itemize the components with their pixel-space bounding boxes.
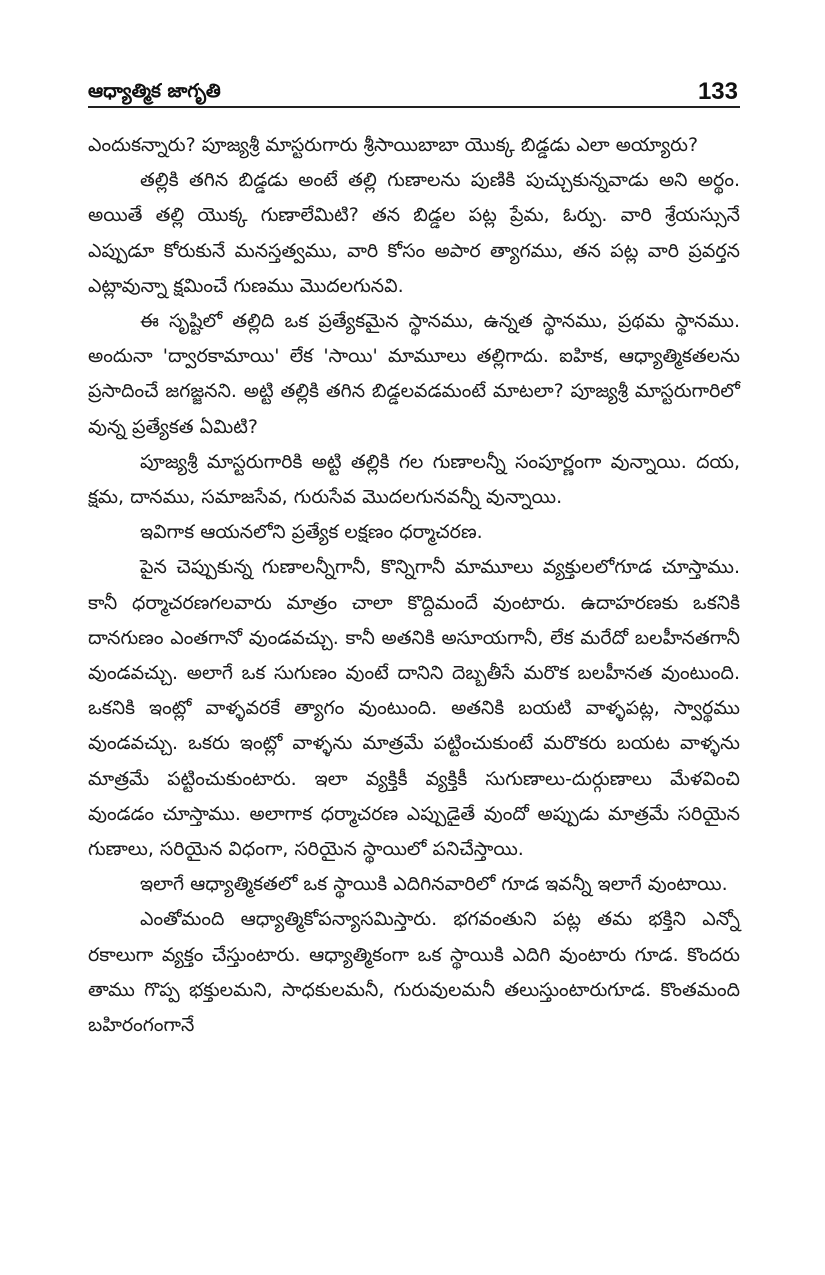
paragraph: ఇలాగే ఆధ్యాత్మికతలో ఒక స్థాయికి ఎదిగినవారిలో గూడ ఇవన్నీ ఇలాగే వుంటాయి. [140, 873, 728, 896]
paragraph: ఎందుకన్నారు? పూజ్యశ్రీ మాస్టరుగారు శ్రీసాయిబాబా యొక్క బిడ్డడు ఎలా అయ్యారు? [88, 134, 699, 156]
page-header [88, 78, 740, 108]
running-title: ఆధ్యాత్మిక జాగృతి [88, 80, 221, 102]
paragraph: తల్లికి తగిన బిడ్డడు అంటే తల్లి గుణాలను పుణికి పుచ్చుకున్నవాడు అని అర్థం. అయితే తల్లి యొక్క గుణాలేమిటి? తన బిడ్డల పట్ల ప్రేమ, ఓర్పు. వారి శ్రేయస్సునే ఎప్పుడూ కోరుకునే మనస్తత్వము, వారి కోసం అపార త్యాగము, తన పట్ల వారి ప్రవర్తన ఎట్లావున్నా క్షమించే గుణము మొదలగునవి. [88, 169, 740, 297]
paragraph: పైన చెప్పుకున్న గుణాలన్నీగానీ, కొన్నిగానీ మామూలు వ్యక్తులలోగూడ చూస్తాము. కానీ ధర్మాచరణగలవారు మాత్రం చాలా కొద్దిమందే వుంటారు. ఉదాహరణకు ఒకనికి దానగుణం ఎంతగానో వుండవచ్చు. కానీ అతనికి అసూయగానీ, లేక మరేదో బలహీనతగానీ వుండవచ్చు. అలాగే ఒక సుగుణం వుంటే దానిని దెబ్బతీసే మరొక బలహీనత వుంటుంది. ఒకనికి ఇంట్లో వాళ్ళవరకే త్యాగం వుంటుంది. అతనికి బయటి వాళ్ళపట్ల, స్వార్థము వుండవచ్చు. ఒకరు ఇంట్లో వాళ్ళను మాత్రమే పట్టించుకుంటే మరొకరు బయట వాళ్ళను మాత్రమే పట్టించుకుంటారు. ఇలా వ్యక్తికీ వ్యక్తికీ సుగుణాలు-దుర్గుణాలు మేళవించి వుండడం చూస్తాము. అలాగాక ధర్మాచరణ ఎప్పుడైతే వుందో అప్పుడు మాత్రమే సరియైన గుణాలు, సరియైన విధంగా, సరియైన స్థాయిలో పనిచేస్తాయి. [88, 556, 740, 861]
paragraph: ఎంతోమంది ఆధ్యాత్మికోపన్యాసమిస్తారు. భగవంతుని పట్ల తమ భక్తిని ఎన్నో రకాలుగా వ్యక్తం చేస్తుంటారు. ఆధ్యాత్మికంగా ఒక స్థాయికి ఎదిగి వుంటారు గూడ. కొందరు తాము గొప్ప భక్తులమని, సాధకులమనీ, గురువులమనీ తలుస్తుంటారుగూడ. కొంతమంది బహిరంగంగానే [88, 908, 740, 1037]
paragraph: ఈ సృష్టిలో తల్లిది ఒక ప్రత్యేకమైన స్థానము, ఉన్నత స్థానము, ప్రథమ స్థానము. అందునా 'ద్వారకామాయి' లేక 'సాయి' మామూలు తల్లిగాదు. ఐహిక, ఆధ్యాత్మికతలను ప్రసాదించే జగజ్జనని. అట్టి తల్లికి తగిన బిడ్డలవడమంటే మాటలా? పూజ్యశ్రీ మాస్టరుగారిలో వున్న ప్రత్యేకత ఏమిటి? [88, 310, 740, 438]
paragraph: ఇవిగాక ఆయనలోని ప్రత్యేక లక్షణం ధర్మాచరణ. [140, 521, 483, 544]
paragraph: పూజ్యశ్రీ మాస్టరుగారికి అట్టి తల్లికి గల గుణాలన్నీ సంపూర్ణంగా వున్నాయి. దయ, క్షమ, దానము, సమాజసేవ, గురుసేవ మొదలగునవన్నీ వున్నాయి. [88, 450, 740, 509]
body-text [88, 128, 740, 1043]
page-number: 133 [697, 78, 738, 105]
